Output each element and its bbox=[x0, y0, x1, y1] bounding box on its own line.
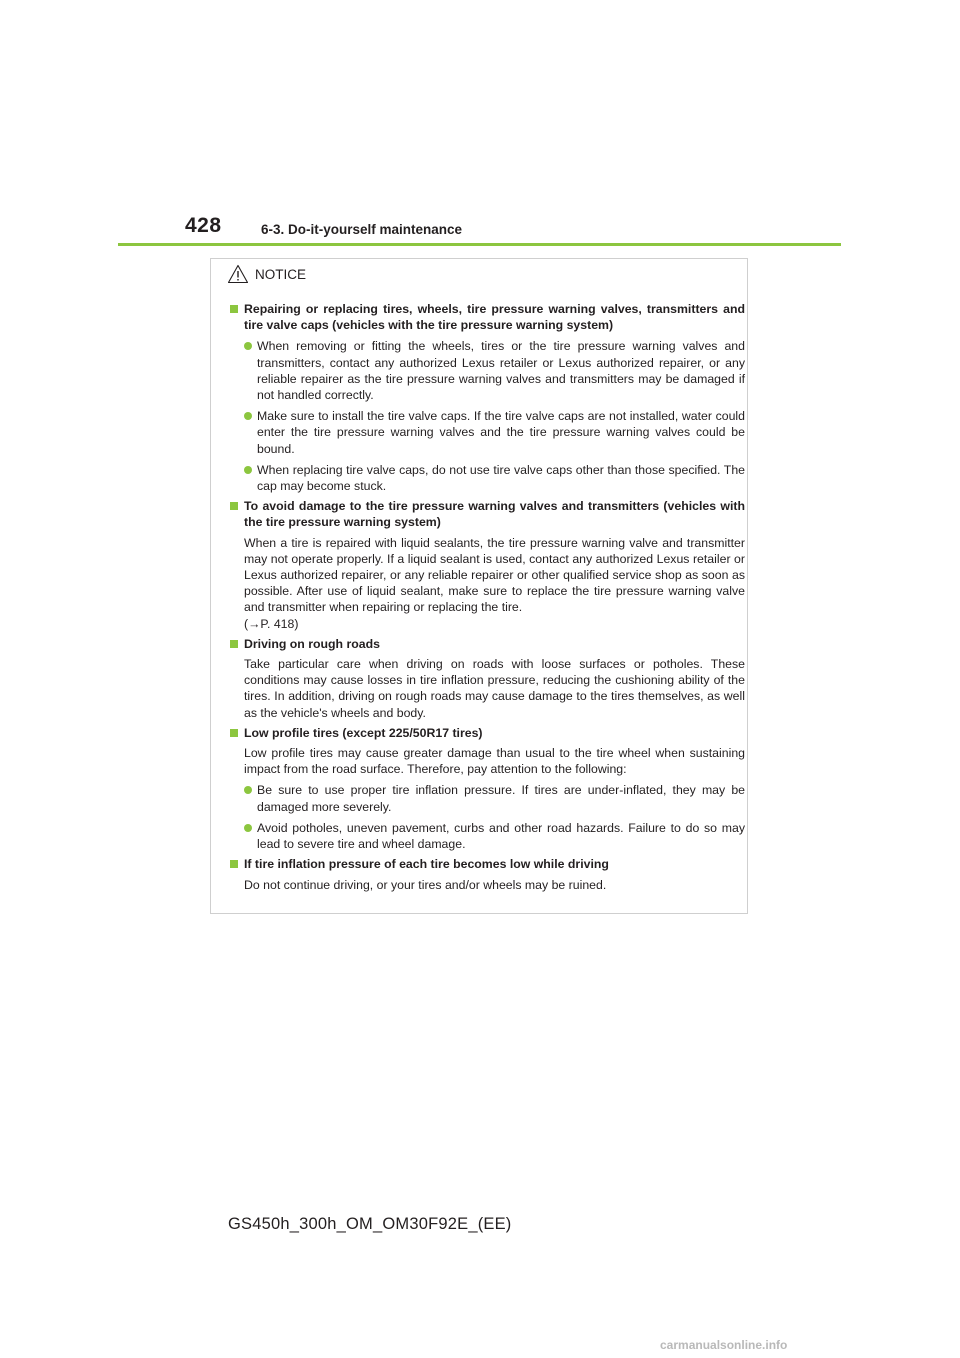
round-bullet-icon bbox=[244, 466, 252, 474]
warning-triangle-icon bbox=[227, 264, 249, 284]
paragraph: Take particular care when driving on roads with loose surfaces or potholes. These conditions may cause losses in tire inflation pressure, reducing the cushioning ability of the tires. In addition, driving on rough roads may cause damage to the tires themselves, as well as the vehicle's wheels and body. bbox=[244, 657, 745, 720]
page-reference-link[interactable]: (→P. 418) bbox=[244, 616, 299, 631]
paragraph: Do not continue driving, or your tires and/or wheels may be ruined. bbox=[244, 877, 607, 892]
square-bullet-icon bbox=[230, 860, 238, 868]
square-bullet-icon bbox=[230, 305, 238, 313]
heading-low-profile-tires: Low profile tires (except 225/50R17 tires) bbox=[229, 725, 745, 741]
square-bullet-icon bbox=[230, 640, 238, 648]
page-header bbox=[0, 0, 960, 250]
square-bullet-icon bbox=[230, 729, 238, 737]
list-item: Be sure to use proper tire inflation pressure. If tires are under-inflated, they may be damaged more severely. bbox=[229, 782, 745, 814]
notice-content bbox=[229, 301, 745, 893]
round-bullet-icon bbox=[244, 786, 252, 794]
paragraph: When a tire is repaired with liquid sealants, the tire pressure warning valve and transmitter may not operate properly. If a liquid sealant is used, contact any authorized Lexus retailer or Lexus authorized repairer, or any reliable repairer or other qualified service shop as soon as possible. After use of liquid sealant, make sure to replace the tire pressure warning valve and transmitter when repairing or replacing the tire. (→P. 418) bbox=[244, 535, 745, 631]
notice-header bbox=[227, 261, 306, 287]
notice-label: NOTICE bbox=[255, 266, 307, 282]
page-number: 428 bbox=[185, 214, 222, 237]
round-bullet-icon bbox=[244, 824, 252, 832]
section-title: 6-3. Do-it-yourself maintenance bbox=[261, 222, 463, 237]
paragraph: Low profile tires may cause greater damage than usual to the tire wheel when sustaining impact from the road surface. Therefore, pay attention to the following: bbox=[244, 746, 745, 777]
list-item: Avoid potholes, uneven pavement, curbs and other road hazards. Failure to do so may lead to severe tire and wheel damage. bbox=[229, 820, 745, 852]
notice-box bbox=[210, 258, 748, 914]
heading-repairing-replacing: Repairing or replacing tires, wheels, tire pressure warning valves, transmitters and tire valve caps (vehicles with the tire pressure warning system) bbox=[229, 301, 745, 333]
header-divider bbox=[118, 243, 841, 246]
list-item: When replacing tire valve caps, do not use tire valve caps other than those specified. The cap may become stuck. bbox=[229, 462, 745, 494]
watermark: carmanualsonline.info bbox=[660, 1338, 788, 1352]
heading-low-pressure-driving: If tire inflation pressure of each tire becomes low while driving bbox=[229, 856, 745, 872]
round-bullet-icon bbox=[244, 342, 252, 350]
heading-avoid-damage: To avoid damage to the tire pressure warning valves and transmitters (vehicles with the tire pressure warning system) bbox=[229, 498, 745, 530]
round-bullet-icon bbox=[244, 412, 252, 420]
square-bullet-icon bbox=[230, 502, 238, 510]
footer-model-code: GS450h_300h_OM_OM30F92E_(EE) bbox=[228, 1215, 512, 1233]
list-item: Make sure to install the tire valve caps. If the tire valve caps are not installed, water could enter the tire pressure warning valves and the tire pressure warning valves could be bound. bbox=[229, 408, 745, 457]
list-item: When removing or fitting the wheels, tires or the tire pressure warning valves and transmitters, contact any authorized Lexus retailer or Lexus authorized repairer, or any reliable repairer as the tire pressure warning valves and transmitters may be damaged if not handled correctly. bbox=[229, 338, 745, 403]
heading-rough-roads: Driving on rough roads bbox=[229, 636, 745, 652]
